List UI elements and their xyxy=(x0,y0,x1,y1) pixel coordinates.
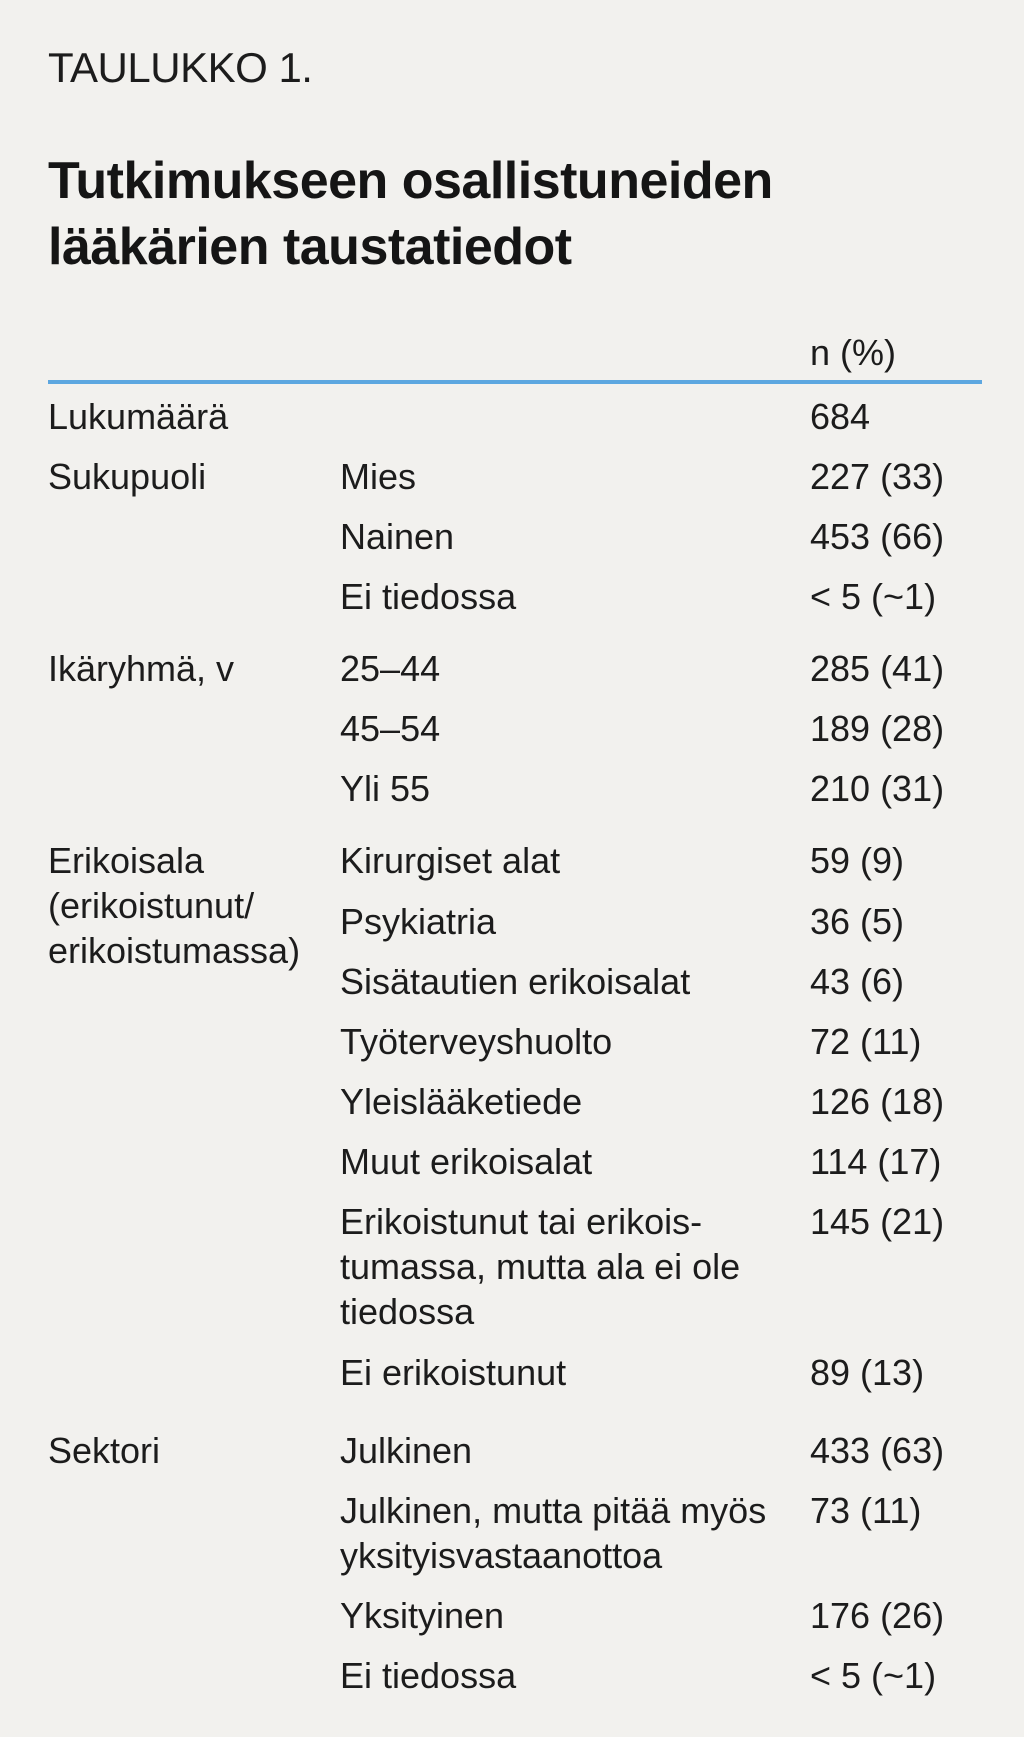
row-value: 43 (6) xyxy=(810,961,905,1002)
row-subgroup: Nainen xyxy=(340,516,455,557)
row-value: 189 (28) xyxy=(810,708,945,749)
table-label: TAULUKKO 1. xyxy=(48,44,313,91)
row-value: 227 (33) xyxy=(810,456,945,497)
table-title xyxy=(48,148,988,280)
row-subgroup: Yli 55 xyxy=(340,768,431,809)
row-subgroup: Muut erikoisalat xyxy=(340,1141,593,1182)
row-subgroup-line: yksityisvastaanottoa xyxy=(340,1535,663,1576)
row-value: < 5 (~1) xyxy=(810,1655,937,1696)
row-value: 684 xyxy=(810,396,871,437)
row-subgroup-line: Erikoistunut tai erikois- xyxy=(340,1201,703,1242)
row-subgroup: Sisätautien erikoisalat xyxy=(340,961,691,1002)
row-value: 73 (11) xyxy=(810,1490,922,1531)
row-value: 145 (21) xyxy=(810,1201,945,1242)
row-subgroup-line: tumassa, mutta ala ei ole xyxy=(340,1246,741,1287)
row-subgroup: Psykiatria xyxy=(340,901,497,942)
row-value: 72 (11) xyxy=(810,1021,922,1062)
row-subgroup: Ei tiedossa xyxy=(340,1655,517,1696)
row-subgroup: Mies xyxy=(340,456,417,497)
row-subgroup: 25–44 xyxy=(340,648,441,689)
row-subgroup: Yleislääketiede xyxy=(340,1081,583,1122)
row-group-line: Erikoisala xyxy=(48,840,205,881)
title-line: lääkärien taustatiedot xyxy=(48,218,572,276)
row-group: Sektori xyxy=(48,1430,161,1471)
row-subgroup: Ei erikoistunut xyxy=(340,1352,567,1393)
row-group-line: erikoistumassa) xyxy=(48,930,301,971)
row-subgroup: 45–54 xyxy=(340,708,441,749)
row-subgroup xyxy=(340,1199,740,1334)
row-subgroup: Työterveyshuolto xyxy=(340,1021,613,1062)
title-line: Tutkimukseen osallistuneiden xyxy=(48,152,773,210)
row-value: 114 (17) xyxy=(810,1141,942,1182)
row-group: Lukumäärä xyxy=(48,396,229,437)
column-header: n (%) xyxy=(810,332,897,373)
row-value: 176 (26) xyxy=(810,1595,945,1636)
row-group-line: (erikoistunut/ xyxy=(48,885,255,926)
row-subgroup-line: tiedossa xyxy=(340,1291,475,1332)
row-value: 126 (18) xyxy=(810,1081,945,1122)
row-value: 59 (9) xyxy=(810,840,905,881)
row-value: 433 (63) xyxy=(810,1430,945,1471)
row-value: 285 (41) xyxy=(810,648,945,689)
row-group: Sukupuoli xyxy=(48,456,207,497)
row-value: 453 (66) xyxy=(810,516,945,557)
row-subgroup: Julkinen xyxy=(340,1430,473,1471)
row-value: < 5 (~1) xyxy=(810,576,937,617)
row-subgroup: Yksityinen xyxy=(340,1595,505,1636)
row-subgroup: Ei tiedossa xyxy=(340,576,517,617)
header-rule xyxy=(48,380,982,384)
row-group xyxy=(48,838,300,973)
row-value: 89 (13) xyxy=(810,1352,925,1393)
row-value: 210 (31) xyxy=(810,768,945,809)
row-value: 36 (5) xyxy=(810,901,905,942)
row-subgroup: Kirurgiset alat xyxy=(340,840,561,881)
row-subgroup-line: Julkinen, mutta pitää myös xyxy=(340,1490,767,1531)
row-group: Ikäryhmä, v xyxy=(48,648,235,689)
row-subgroup xyxy=(340,1488,766,1578)
